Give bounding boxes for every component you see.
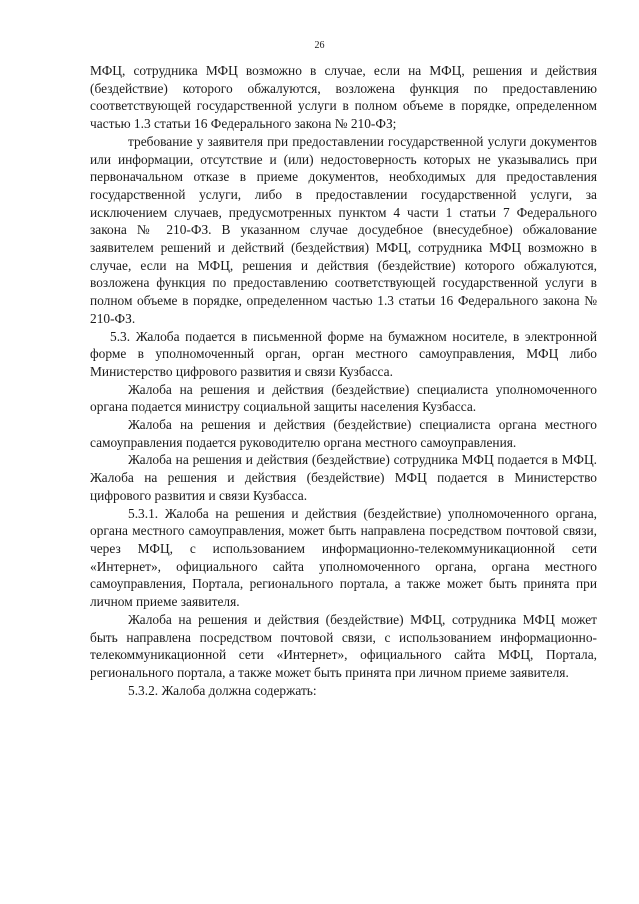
paragraph-9: 5.3.2. Жалоба должна содержать: xyxy=(128,682,317,698)
paragraph-1: МФЦ, сотрудника МФЦ возможно в случае, если на МФЦ, решения и действия (бездействие) которого обжалуются, возложена функция по предоставлению соответствующей государственной услуги в полном объеме в порядке, определенном частью 1.3 статьи 16 Федерального закона № 210-ФЗ; xyxy=(90,63,597,132)
paragraph-5: Жалоба на решения и действия (бездействие) специалиста органа местного самоуправления подается руководителю органа местного самоуправления. xyxy=(90,417,597,450)
paragraph-3: 5.3. Жалоба подается в письменной форме на бумажном носителе, в электронной форме в уполномоченный орган, орган местного самоуправления, МФЦ либо Министерство цифрового развития и связи Кузбасса. xyxy=(90,328,597,379)
paragraph-7: 5.3.1. Жалоба на решения и действия (бездействие) уполномоченного органа, органа местного самоуправления, может быть направлена посредством почтовой связи, через МФЦ, с использованием информационно-телекоммуникационной сети «Интернет», официального сайта уполномоченного органа, органа местного самоуправления, Портала, регионального портала, а также может быть принята при личном приеме заявителя. xyxy=(90,505,597,610)
paragraph-4: Жалоба на решения и действия (бездействие) специалиста уполномоченного органа подается министру социальной защиты населения Кузбасса. xyxy=(90,381,597,415)
paragraph-8: Жалоба на решения и действия (бездействие) МФЦ, сотрудника МФЦ может быть направлена посредством почтовой связи, с использованием информационно-телекоммуникационной сети «Интернет», официального сайта МФЦ, Портала, регионального портала, а также может быть принята при личном приеме заявителя. xyxy=(90,611,597,680)
document-body xyxy=(90,62,597,699)
paragraph-2: требование у заявителя при предоставлении государственной услуги документов или информации, отсутствие и (или) недостоверность которых не указывались при первоначальном отказе в приеме документов, необходимых для предоставления государственной услуги, либо в предоставлении государственной услуги, за исключением случаев, предусмотренных пунктом 4 части 1 статьи 7 Федерального закона № 210-ФЗ. В указанном случае досудебное (внесудебное) обжалование заявителем решений и действий (бездействия) МФЦ, сотрудника МФЦ возможно в случае, если на МФЦ, решения и действия (бездействие) которого обжалуются, возложена функция по предоставлению соответствующей государственной услуги в полном объеме в порядке, определенном частью 1.3 статьи 16 Федерального закона № 210-ФЗ. xyxy=(90,133,597,326)
page-number: 26 xyxy=(314,40,325,51)
paragraph-6: Жалоба на решения и действия (бездействие) сотрудника МФЦ подается в МФЦ. Жалоба на решения и действия (бездействие) МФЦ подается в Министерство цифрового развития и связи Кузбасса. xyxy=(90,452,597,503)
